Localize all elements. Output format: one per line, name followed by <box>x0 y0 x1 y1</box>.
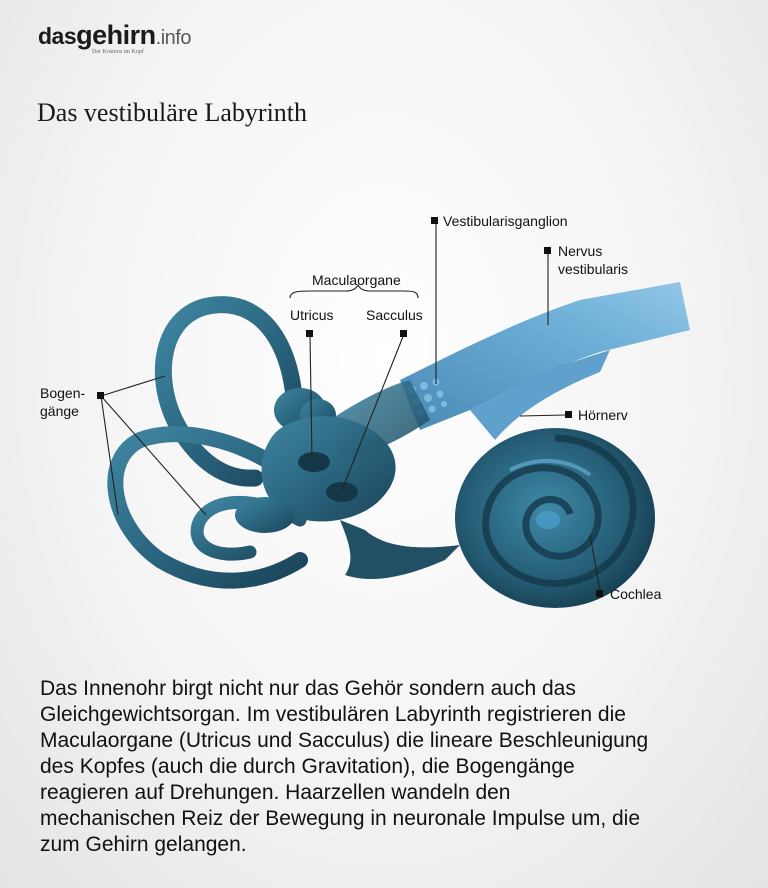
label-nervus-line2: vestibularis <box>558 261 629 277</box>
label-maculaorgane: Maculaorgane <box>312 272 401 288</box>
label-bogen-line2: gänge <box>40 403 79 419</box>
logo-part-tld: .info <box>155 27 191 49</box>
label-bogen-line1: Bogen- <box>40 385 86 401</box>
label-cochlea: Cochlea <box>610 586 662 602</box>
vestibule <box>235 380 430 533</box>
nervus-vestibularis-shape <box>400 282 690 430</box>
label-hoernerv: Hörnerv <box>578 407 628 423</box>
logo-wordmark <box>38 22 191 51</box>
ductus-reuniens <box>340 520 460 579</box>
labyrinth-diagram <box>0 190 768 630</box>
logo-part-gehirn: gehirn <box>76 20 156 50</box>
label-vestibularisganglion: Vestibularisganglion <box>443 213 568 229</box>
page-title: Das vestibuläre Labyrinth <box>37 98 308 127</box>
label-sacculus: Sacculus <box>366 307 423 323</box>
logo-part-das: das <box>38 23 77 49</box>
logo[interactable] <box>38 20 191 55</box>
cochlea-shape <box>455 428 655 608</box>
utricus-macula <box>298 452 330 472</box>
label-utricus: Utricus <box>290 307 334 323</box>
logo-tagline: Der Kosmos im Kopf <box>92 49 144 55</box>
sacculus-macula <box>326 482 358 502</box>
label-nervus-line1: Nervus <box>558 243 603 259</box>
description-text: Das Innenohr birgt nicht nur das Gehör sondern auch das Gleichgewichtsorgan. Im vestibulären Labyrinth registrieren die Maculaorgane (Utricus und Sacculus) die lineare Beschleunigung des Kopfes (auch die durch Gravitation), die Bogengänge reagieren auf Drehungen. Haarzellen wandeln den mechanischen Reiz der Bewegung in neuronale Impulse um, die zum Gehirn gelangen. <box>40 677 649 856</box>
